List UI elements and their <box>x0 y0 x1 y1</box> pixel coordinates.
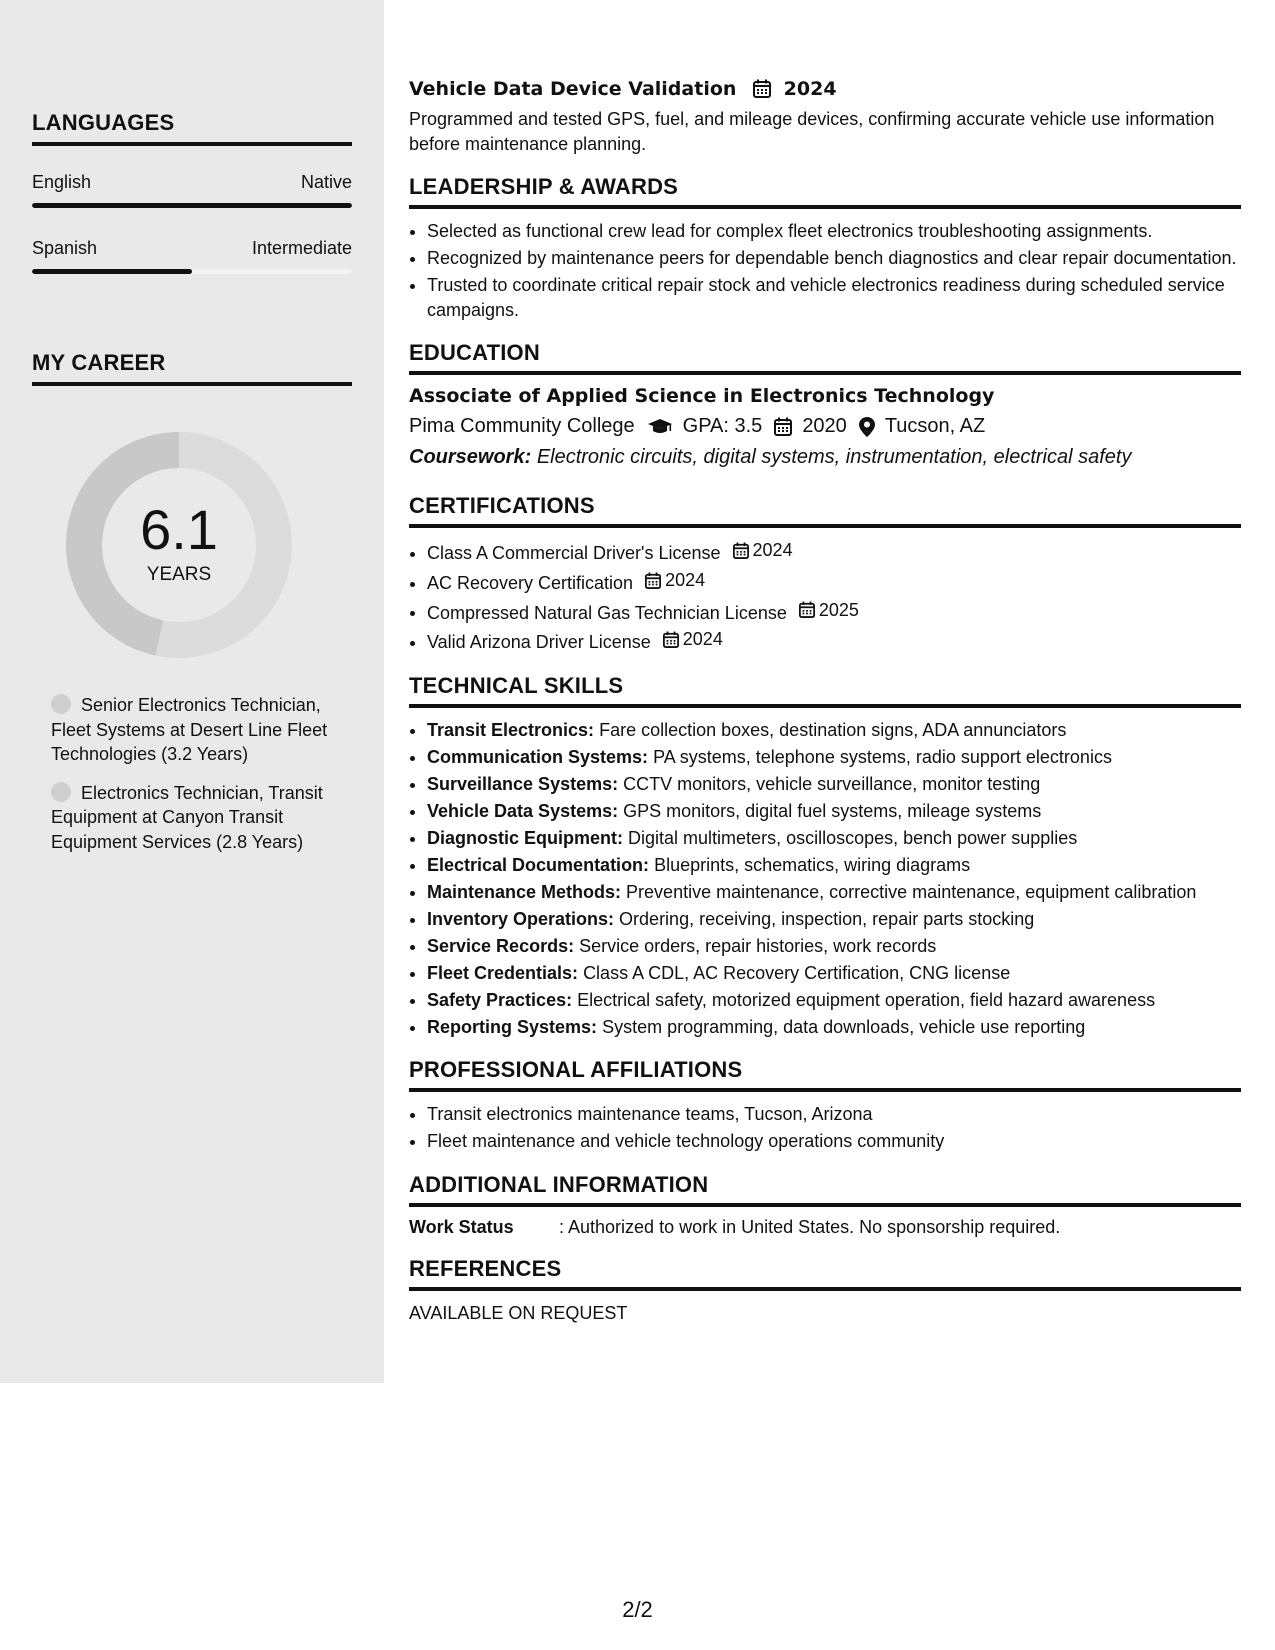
education-coursework <box>409 446 1241 469</box>
skill-label: Maintenance Methods: <box>427 881 622 902</box>
calendar-icon <box>799 601 815 618</box>
skill-item <box>427 718 1241 743</box>
career-total <box>66 432 292 658</box>
skill-label: Service Records: <box>427 935 575 956</box>
skill-item <box>427 799 1241 824</box>
skills-list <box>409 718 1241 1040</box>
skill-text: Preventive maintenance, corrective maintenance, equipment calibration <box>626 881 1197 902</box>
certification-name: Compressed Natural Gas Technician License <box>427 602 787 623</box>
skill-label: Safety Practices: <box>427 989 573 1010</box>
certification-item <box>427 627 1241 654</box>
language-proficiency-fill <box>32 203 352 208</box>
list-item: • Fleet maintenance and vehicle technology operations community <box>427 1129 1241 1154</box>
language-name: English <box>32 172 92 192</box>
skill-item <box>427 880 1241 905</box>
project-title-row <box>409 78 1241 103</box>
language-level: Native <box>300 172 352 192</box>
career-legend-dot <box>51 782 71 802</box>
sidebar <box>0 0 384 1383</box>
career-item-text: Electronics Technician, Transit Equipment at Canyon Transit Equipment Services (2.8 Years) <box>51 782 323 852</box>
work-status-row <box>409 1217 1241 1238</box>
list-item: • Trusted to coordinate critical repair stock and vehicle electronics readiness during scheduled service campaigns. <box>427 273 1241 322</box>
certification-name: Valid Arizona Driver License <box>427 632 651 652</box>
skill-label: Fleet Credentials: <box>427 962 579 983</box>
calendar-icon <box>645 572 661 589</box>
coursework-label: Coursework: <box>409 446 532 468</box>
work-status-label: Work Status <box>409 1216 514 1237</box>
language-item <box>32 238 352 274</box>
graduation-cap-icon <box>647 418 673 436</box>
certification-item <box>427 568 1241 595</box>
language-item <box>32 172 352 208</box>
affiliations-heading: PROFESSIONAL AFFILIATIONS <box>409 1057 1241 1092</box>
career-item <box>51 781 331 855</box>
education-school: Pima Community College <box>409 415 635 437</box>
skill-item <box>427 988 1241 1013</box>
page-number: 2/2 <box>622 1597 653 1622</box>
leadership-heading: LEADERSHIP & AWARDS <box>409 174 1241 209</box>
skill-text: Class A CDL, AC Recovery Certification, CNG license <box>583 962 1011 983</box>
project-entry <box>409 78 1241 156</box>
list-item: • Transit electronics maintenance teams, Tucson, Arizona <box>427 1102 1241 1127</box>
certification-date: 2025 <box>818 599 859 620</box>
career-item <box>51 693 331 767</box>
skill-label: Reporting Systems: <box>427 1016 598 1037</box>
language-proficiency-bar <box>32 203 352 208</box>
skill-label: Surveillance Systems: <box>427 773 619 794</box>
skill-item <box>427 853 1241 878</box>
skill-text: PA systems, telephone systems, radio support electronics <box>653 746 1112 767</box>
certification-name: Class A Commercial Driver's License <box>427 542 721 563</box>
languages-heading: LANGUAGES <box>32 110 352 146</box>
language-proficiency-bar <box>32 269 352 274</box>
certification-item <box>427 598 1241 625</box>
certifications-list <box>409 538 1241 655</box>
certification-item <box>427 538 1241 565</box>
languages-section <box>32 110 352 274</box>
main-content <box>409 78 1241 1324</box>
education-gpa: GPA: 3.5 <box>682 415 763 437</box>
education-degree: Associate of Applied Science in Electronics Technology <box>409 385 995 407</box>
list-item: • Recognized by maintenance peers for dependable bench diagnostics and clear repair documentation. <box>427 246 1241 271</box>
career-heading: MY CAREER <box>32 350 352 386</box>
certification-date: 2024 <box>665 569 706 590</box>
skill-label: Electrical Documentation: <box>427 854 650 875</box>
list-item: • Selected as functional crew lead for complex fleet electronics troubleshooting assignments. <box>427 219 1241 244</box>
skill-text: Fare collection boxes, destination signs, ADA annunciators <box>599 719 1067 740</box>
career-legend-dot <box>51 694 71 714</box>
career-list <box>51 693 331 868</box>
calendar-icon <box>663 631 679 648</box>
project-date: 2024 <box>783 78 837 100</box>
skill-item <box>427 934 1241 959</box>
additional-info-heading: ADDITIONAL INFORMATION <box>409 1172 1241 1207</box>
language-name: Spanish <box>32 238 98 258</box>
skill-text: Ordering, receiving, inspection, repair parts stocking <box>619 908 1035 929</box>
education-meta <box>409 415 1241 438</box>
skill-item <box>427 907 1241 932</box>
coursework-text: Electronic circuits, digital systems, instrumentation, electrical safety <box>536 446 1132 468</box>
project-description: Programmed and tested GPS, fuel, and mileage devices, confirming accurate vehicle use information before maintenance planning. <box>409 109 1215 154</box>
skill-item <box>427 772 1241 797</box>
map-pin-icon <box>859 417 875 437</box>
education-location: Tucson, AZ <box>884 415 986 437</box>
calendar-icon <box>733 542 749 559</box>
skill-label: Vehicle Data Systems: <box>427 800 619 821</box>
skill-label: Diagnostic Equipment: <box>427 827 624 848</box>
project-title: Vehicle Data Device Validation <box>409 78 737 100</box>
skill-label: Inventory Operations: <box>427 908 615 929</box>
skill-label: Transit Electronics: <box>427 719 595 740</box>
career-donut-chart <box>66 432 292 658</box>
calendar-icon <box>774 417 792 436</box>
language-level: Intermediate <box>251 238 352 258</box>
references-text: AVAILABLE ON REQUEST <box>409 1302 628 1323</box>
work-status-value: : Authorized to work in United States. No sponsorship required. <box>559 1216 1061 1237</box>
career-section <box>32 350 352 386</box>
career-item-text: Senior Electronics Technician, Fleet Systems at Desert Line Fleet Technologies (3.2 Years) <box>51 695 328 764</box>
career-total-value: 6.1 <box>140 498 218 561</box>
skill-text: GPS monitors, digital fuel systems, mileage systems <box>623 800 1042 821</box>
calendar-icon <box>753 79 771 103</box>
certification-name: AC Recovery Certification <box>427 572 634 593</box>
certifications-heading: CERTIFICATIONS <box>409 493 1241 528</box>
affiliations-list <box>409 1102 1241 1154</box>
skill-item <box>427 826 1241 851</box>
skill-text: Electrical safety, motorized equipment operation, field hazard awareness <box>577 989 1156 1010</box>
references-heading: REFERENCES <box>409 1256 1241 1291</box>
certification-date: 2024 <box>752 540 793 560</box>
skill-text: Digital multimeters, oscilloscopes, bench power supplies <box>628 827 1078 848</box>
skill-item <box>427 961 1241 986</box>
skill-label: Communication Systems: <box>427 746 649 767</box>
leadership-list <box>409 219 1241 322</box>
skill-item <box>427 745 1241 770</box>
education-heading: EDUCATION <box>409 340 1241 375</box>
skill-item <box>427 1015 1241 1040</box>
skills-heading: TECHNICAL SKILLS <box>409 673 1241 708</box>
career-total-unit: YEARS <box>146 564 212 585</box>
education-year: 2020 <box>802 415 847 437</box>
language-proficiency-fill <box>32 269 192 274</box>
skill-text: Service orders, repair histories, work records <box>579 935 937 956</box>
skill-text: System programming, data downloads, vehicle use reporting <box>602 1016 1086 1037</box>
certification-date: 2024 <box>682 629 723 650</box>
skill-text: CCTV monitors, vehicle surveillance, monitor testing <box>623 773 1041 794</box>
skill-text: Blueprints, schematics, wiring diagrams <box>654 854 971 875</box>
